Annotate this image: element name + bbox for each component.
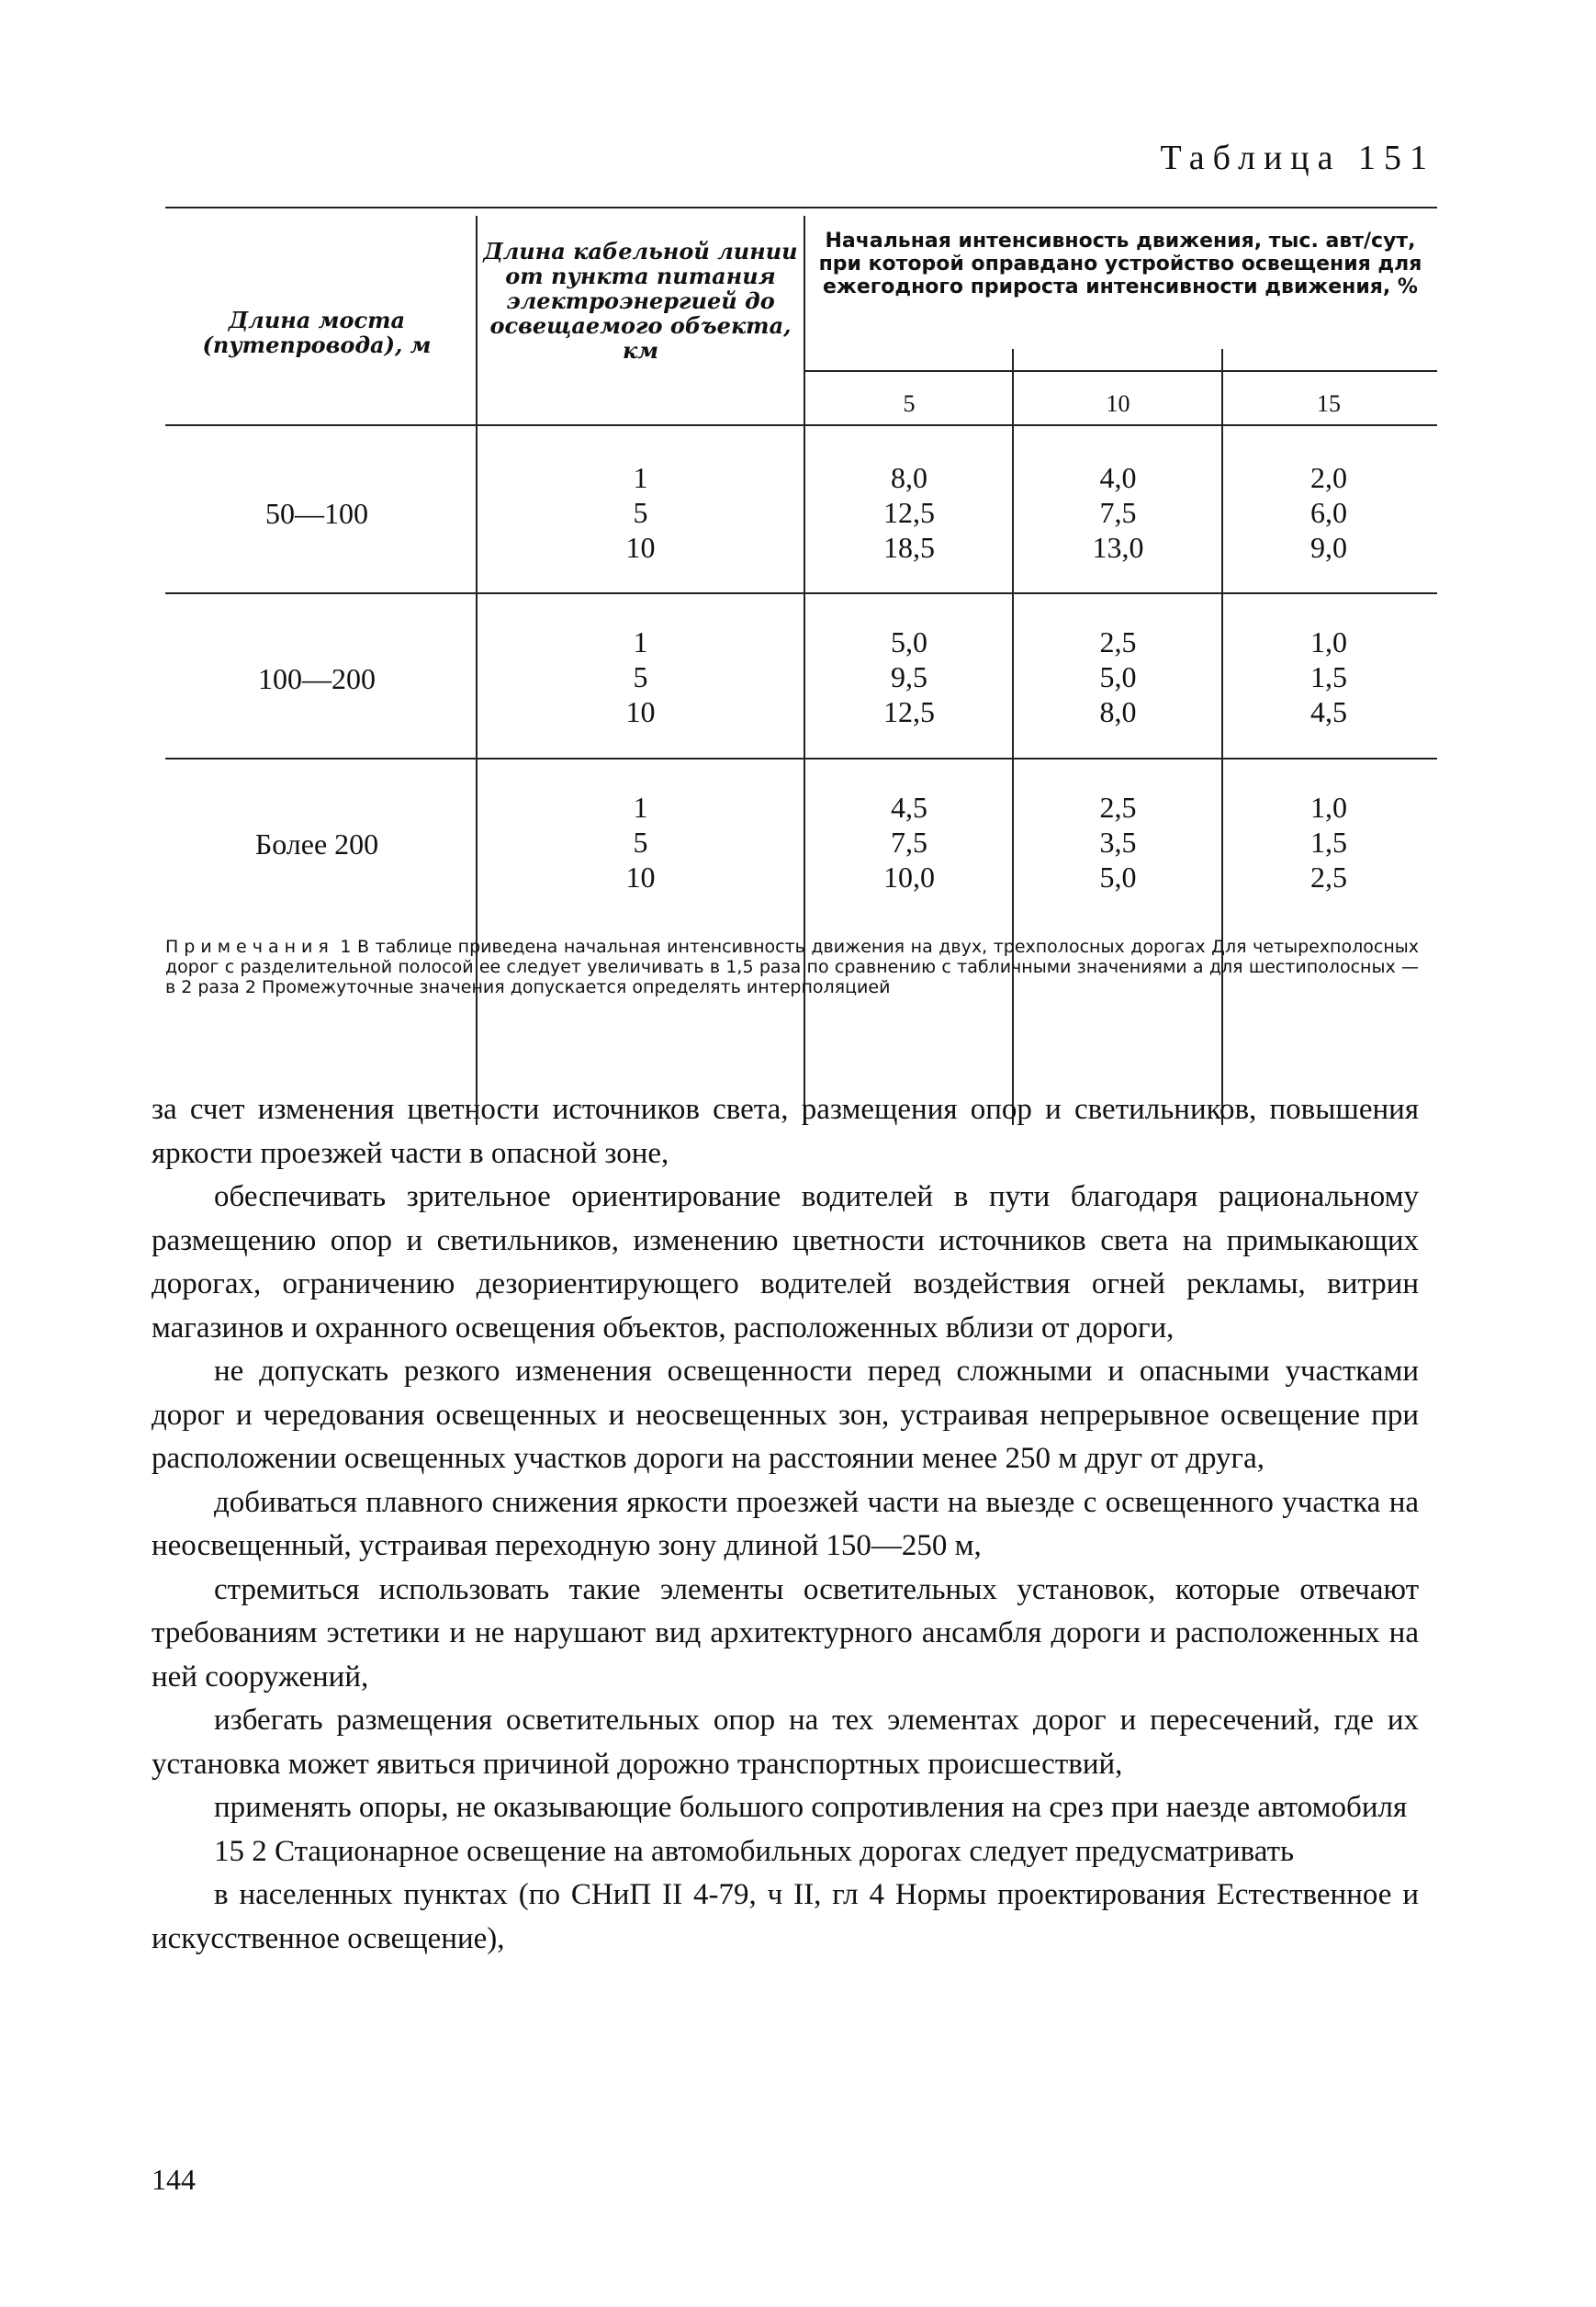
row3-growth5-values	[808, 790, 1010, 895]
row2-v15-1: 1,0	[1310, 625, 1347, 658]
row2-v5-1: 5,0	[891, 625, 927, 658]
row3-v10-3: 5,0	[1099, 861, 1137, 894]
row3-v15-1: 1,0	[1310, 791, 1347, 824]
row1-bridge-length: 50—100	[265, 497, 368, 530]
row3-cable-1: 1	[633, 791, 648, 824]
row1-v10-3: 13,0	[1092, 531, 1144, 564]
row3-bridge-length: Более 200	[254, 827, 379, 861]
row2-v15-2: 1,5	[1310, 660, 1347, 693]
notes-heading: Примечания	[165, 937, 334, 957]
row2-cable-lengths	[482, 625, 799, 729]
row1-v15-2: 6,0	[1310, 496, 1347, 529]
row3-v5-1: 4,5	[891, 791, 927, 824]
page-number: 144	[152, 2163, 196, 2196]
row1-growth15-values	[1223, 460, 1434, 565]
row3-v5-3: 10,0	[883, 861, 935, 894]
row1-v10-2: 7,5	[1099, 496, 1137, 529]
row2-bridge-length: 100—200	[258, 662, 376, 695]
row1-v5-1: 8,0	[891, 461, 927, 494]
row3-cable-3: 10	[625, 861, 656, 894]
row1-cable-3: 10	[625, 531, 656, 564]
row3-cable-2: 5	[633, 826, 648, 859]
row1-v15-3: 9,0	[1310, 531, 1347, 564]
table-top-rule	[165, 207, 1437, 208]
row3-v10-1: 2,5	[1099, 791, 1137, 824]
row2-cable-3: 10	[625, 695, 656, 728]
col-divider-3	[1012, 349, 1014, 1125]
body-paragraph: избегать размещения осветительных опор на тех элементах дорог и пересечений, где их установка может явиться причиной дорожно транспортных происшествий,	[152, 1704, 1419, 1781]
row1-v5-2: 12,5	[883, 496, 935, 529]
row1-cable-lengths	[482, 460, 799, 565]
row2-v10-3: 8,0	[1099, 695, 1137, 728]
subheader-growth-15: 15	[1317, 390, 1341, 417]
body-paragraph: не допускать резкого изменения освещенности перед сложными и опасными участками дорог и чередования освещенных и неосвещенных зон, устраивая непрерывное освещение при расположении освещенных участков дороги на расстоянии менее 250 м друг от друга,	[152, 1355, 1419, 1475]
row2-cable-1: 1	[633, 625, 648, 658]
row3-v15-3: 2,5	[1310, 861, 1347, 894]
body-text	[152, 1088, 1419, 1961]
row3-v5-2: 7,5	[891, 826, 927, 859]
row1-v15-1: 2,0	[1310, 461, 1347, 494]
row3-v10-2: 3,5	[1099, 826, 1137, 859]
body-paragraph: стремиться использовать такие элементы осветительных установок, которые отвечают требованиям эстетики и не нарушают вид архитектурного ансамбля дороги и расположенных на ней сооружений,	[152, 1572, 1419, 1694]
row2-growth10-values	[1015, 625, 1221, 729]
row2-cable-2: 5	[633, 660, 648, 693]
body-paragraph: 15 2 Стационарное освещение на автомобильных дорогах следует предусматривать	[214, 1834, 1295, 1868]
row1-v10-1: 4,0	[1099, 461, 1137, 494]
body-paragraph: применять опоры, не оказывающие большого сопротивления на срез при наезде автомобиля	[214, 1791, 1408, 1824]
row1-cable-2: 5	[633, 496, 648, 529]
row3-cable-lengths	[482, 790, 799, 895]
subheader-growth-5: 5	[903, 390, 916, 417]
body-paragraph: за счет изменения цветности источников света, размещения опор и светильников, повышения яркости проезжей части в опасной зоне,	[152, 1093, 1419, 1170]
row-divider-1	[165, 592, 1437, 594]
row2-v10-2: 5,0	[1099, 660, 1137, 693]
row1-cable-1: 1	[633, 461, 648, 494]
notes-text: 1 В таблице приведена начальная интенсивность движения на двух, трехполосных дорогах Для четырехполосных дорог с разделительной полосой ее следует увеличивать в 1,5 раза по сравнению с табличными значениями а для шестиполосных — в 2 раза 2 Промежуточные значения допускается определять интерполяцией	[165, 937, 1419, 997]
body-paragraph: в населенных пунктах (по СНиП II 4-79, ч II, гл 4 Нормы проектирования Естественное и искусственное освещение),	[152, 1878, 1419, 1955]
row2-v5-3: 12,5	[883, 695, 935, 728]
row1-growth10-values	[1015, 460, 1221, 565]
table-notes	[165, 937, 1419, 997]
row2-v5-2: 9,5	[891, 660, 927, 693]
header-initial-intensity: Начальная интенсивность движения, тыс. авт/сут, при которой оправдано устройство освещения для ежегодного прироста интенсивности движения, %	[818, 230, 1422, 298]
row3-growth15-values	[1223, 790, 1434, 895]
row1-v5-3: 18,5	[883, 531, 935, 564]
header-bridge-length: Длина моста (путепровода), м	[202, 307, 432, 358]
body-paragraph: обеспечивать зрительное ориентирование водителей в пути благодаря рациональному размещению опор и светильников, изменению цветности источников света на примыкающих дорогах, ограничению дезориентирующего водителей воздействия огней рекламы, витрин магазинов и охранного освещения объектов, расположенных вблизи от дороги,	[152, 1180, 1419, 1345]
row2-growth5-values	[808, 625, 1010, 729]
row2-v15-3: 4,5	[1310, 695, 1347, 728]
body-paragraph: добиваться плавного снижения яркости проезжей части на выезде с освещенного участка на неосвещенный, устраивая переходную зону длиной 150—250 м,	[152, 1485, 1419, 1562]
row2-v10-1: 2,5	[1099, 625, 1137, 658]
header-cable-length: Длина кабельной линии от пункта питания электроэнергией до освещаемого объекта, км	[483, 238, 798, 364]
subheader-growth-10: 10	[1106, 390, 1130, 417]
table-caption: Таблица 151	[1160, 139, 1435, 177]
row-divider-2	[165, 758, 1437, 760]
row3-v15-2: 1,5	[1310, 826, 1347, 859]
row1-growth5-values	[808, 460, 1010, 565]
row3-growth10-values	[1015, 790, 1221, 895]
row2-growth15-values	[1223, 625, 1434, 729]
